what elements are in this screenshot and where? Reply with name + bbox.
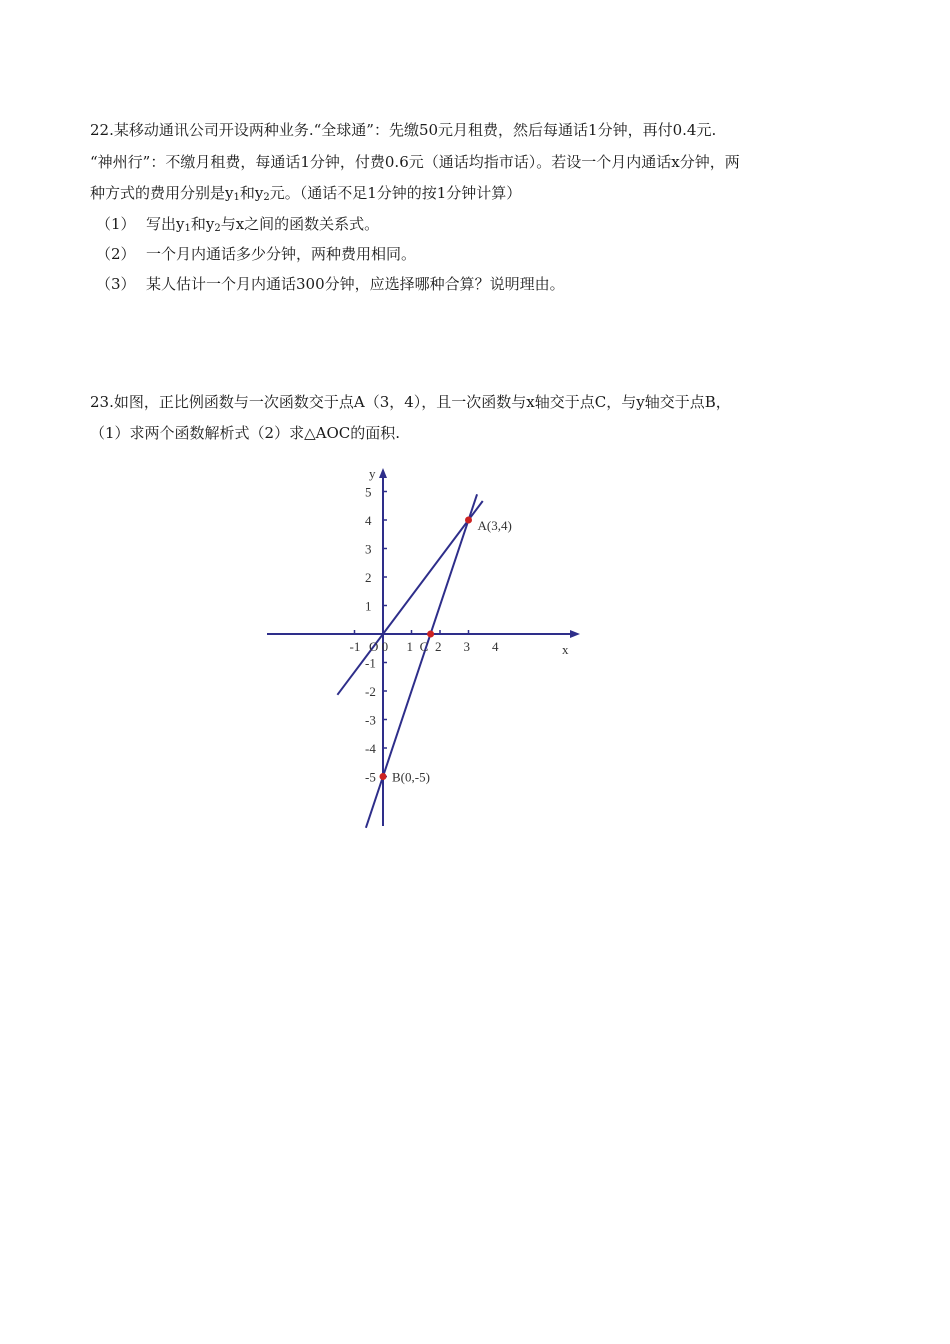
q22-line-2 — [90, 152, 740, 172]
point-a-label: A(3,4) — [477, 518, 512, 533]
x-tick-label: 4 — [492, 639, 499, 654]
q23-line-2 — [90, 423, 400, 443]
y-tick-label: 3 — [365, 541, 372, 557]
x-tick-label: O 0 — [369, 639, 389, 654]
y-tick-label: 2 — [365, 570, 372, 585]
q22-item-1-sub-1: 1 — [184, 223, 191, 234]
q22-item-1 — [96, 214, 379, 239]
x-tick-label: -1 — [349, 639, 361, 654]
q22-line-2-text: “神州行”：不缴月租费，每通话1分钟，付费0.6元（通话均指市话）。若设一个月内通话x分钟，两 — [90, 153, 740, 171]
q22-line-3-sub-1: 1 — [233, 192, 240, 203]
q22-item-3-number: （3） — [96, 275, 136, 293]
x-tick-label: 1 — [406, 639, 413, 654]
y-tick-label: 4 — [365, 513, 372, 528]
q22-item-1-number: （1） — [96, 215, 136, 233]
q22-item-3-text: 某人估计一个月内通话300分钟，应选择哪种合算？说明理由。 — [146, 275, 565, 293]
point-c-marker — [427, 631, 434, 638]
q22-item-1-text-c: 与x之间的函数关系式。 — [220, 215, 380, 233]
x-tick-label: 3 — [463, 639, 470, 654]
q22-item-2-number: （2） — [96, 245, 136, 263]
x-axis-label: x — [562, 642, 569, 657]
q22-line-1 — [90, 120, 716, 140]
point-b-label: B(0,-5) — [392, 769, 430, 785]
q22-line-3-text-c: 元。（通话不足1分钟的按1分钟计算） — [269, 184, 522, 202]
q22-item-1-sub-2: 2 — [214, 223, 221, 234]
point-c-label: C — [419, 639, 429, 654]
q22-line-1-text: 22.某移动通讯公司开设两种业务.“全球通”：先缴50元月租费，然后每通话1分钟，再付0.4元. — [90, 121, 717, 139]
q22-item-2-text: 一个月内通话多少分钟，两种费用相同。 — [146, 245, 417, 263]
y-tick-label: -2 — [365, 684, 376, 699]
y-tick-label: 1 — [365, 598, 372, 614]
point-b-marker — [380, 773, 387, 780]
proportional-function-line — [337, 501, 482, 695]
q22-item-1-text-a: 写出y — [146, 215, 185, 233]
q23-line-1-text: 23.如图，正比例函数与一次函数交于点A（3，4），且一次函数与x轴交于点C，与y轴交于点B， — [90, 393, 731, 411]
y-axis-arrow — [379, 468, 387, 478]
y-axis-label: y — [369, 466, 376, 481]
point-a-marker — [465, 517, 472, 524]
q22-line-3-text-b: 和y — [239, 184, 264, 202]
y-tick-label: -1 — [365, 655, 376, 671]
q22-line-3-text-a: 种方式的费用分别是y — [90, 184, 234, 202]
coordinate-graph — [262, 458, 592, 836]
q23-line-1 — [90, 392, 731, 412]
q22-item-2 — [96, 244, 416, 264]
q23-line-2-text: （1）求两个函数解析式（2）求△AOC的面积. — [90, 424, 400, 442]
y-tick-label: -3 — [365, 712, 376, 728]
y-tick-label: -5 — [365, 769, 376, 785]
q22-item-3 — [96, 274, 565, 294]
q22-line-3-sub-2: 2 — [263, 192, 270, 203]
y-tick-label: 5 — [365, 484, 372, 500]
x-axis-arrow — [570, 630, 580, 638]
y-tick-label: -4 — [365, 741, 376, 756]
x-tick-label: 2 — [435, 639, 442, 654]
q22-item-1-text-b: 和y — [190, 215, 215, 233]
q22-line-3 — [90, 183, 521, 208]
